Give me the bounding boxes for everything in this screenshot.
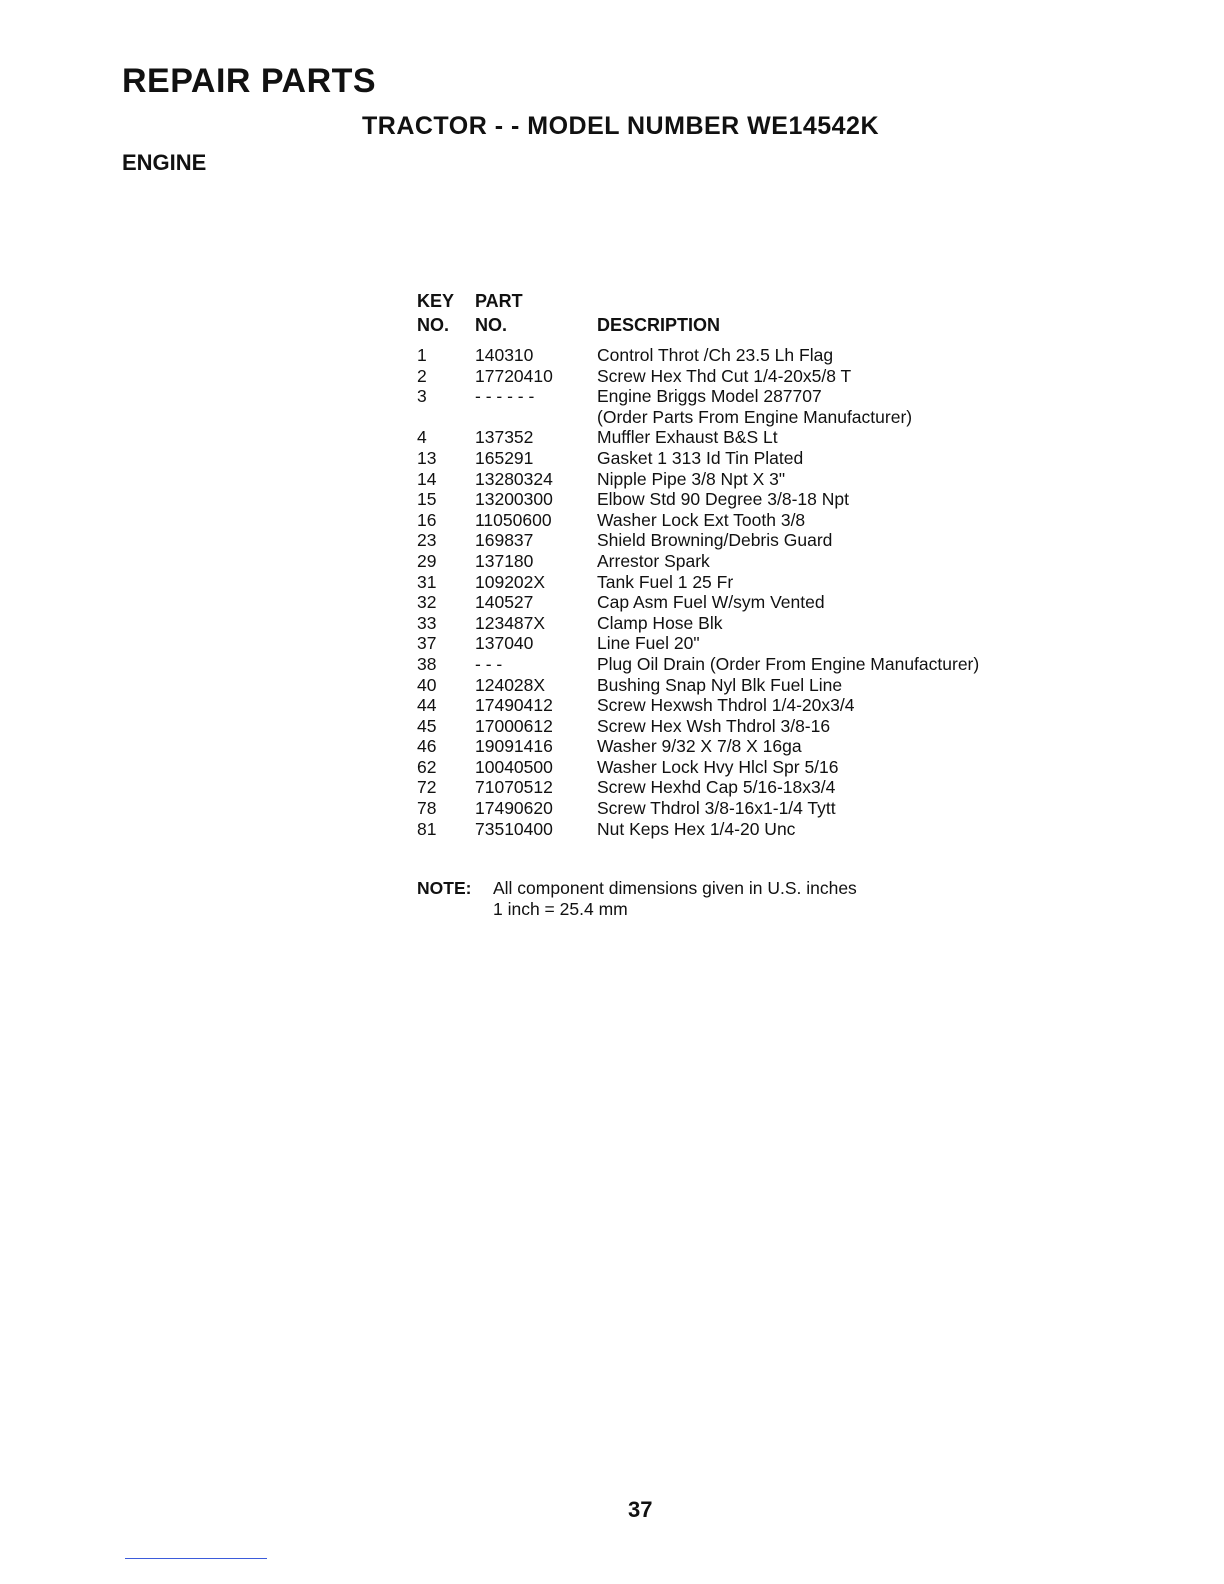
- description-cell: Clamp Hose Blk: [597, 612, 723, 633]
- part-no-cell: 11050600: [475, 509, 552, 530]
- key-no-cell: 29: [417, 550, 437, 571]
- part-no-cell: 137352: [475, 427, 534, 448]
- description-cell: Line Fuel 20": [597, 633, 700, 654]
- model-subtitle: TRACTOR - - MODEL NUMBER WE14542K: [362, 112, 880, 140]
- key-no-header: [417, 289, 454, 337]
- key-no-cell: 1: [417, 345, 427, 365]
- key-no-cell: 38: [417, 653, 437, 674]
- parts-table: [417, 345, 979, 839]
- key-no-cell: 37: [417, 633, 437, 654]
- part-no-cell: 73510400: [475, 818, 553, 839]
- table-row: [417, 633, 979, 654]
- table-row: [417, 592, 979, 613]
- note-label: NOTE:: [417, 878, 472, 898]
- description-cell: Nut Keps Hex 1/4-20 Unc: [597, 818, 796, 839]
- key-no-cell: 81: [417, 818, 437, 839]
- page-number: 37: [628, 1497, 653, 1522]
- table-row: [417, 736, 979, 757]
- note-line-2: 1 inch = 25.4 mm: [493, 899, 628, 919]
- table-row: [417, 675, 979, 696]
- table-row: [417, 613, 979, 634]
- table-row: [417, 551, 979, 572]
- table-row: [417, 427, 979, 448]
- description-cell: Gasket 1 313 Id Tin Plated: [597, 447, 804, 468]
- key-no-cell: 13: [417, 447, 437, 468]
- key-no-cell: 14: [417, 468, 437, 489]
- description-cell: Arrestor Spark: [597, 550, 710, 571]
- part-no-cell: 13200300: [475, 489, 553, 510]
- description-cell: Screw Hex Wsh Thdrol 3/8-16: [597, 715, 831, 736]
- key-no-cell: 33: [417, 612, 437, 633]
- description-cell: Elbow Std 90 Degree 3/8-18 Npt: [597, 489, 849, 510]
- parts-table-body: [417, 345, 979, 839]
- table-row: [417, 448, 979, 469]
- note-line-1: All component dimensions given in U.S. inches: [493, 878, 857, 898]
- key-no-cell: 32: [417, 592, 437, 613]
- part-no-cell: 71070512: [475, 777, 553, 798]
- part-no-cell: 17490620: [475, 798, 553, 819]
- part-no-cell: 109202X: [475, 571, 546, 592]
- key-no-cell: 45: [417, 715, 437, 736]
- key-no-cell: 16: [417, 509, 437, 530]
- table-row: [417, 757, 979, 778]
- table-row: [417, 654, 979, 675]
- key-no-cell: 46: [417, 736, 437, 757]
- key-no-cell: 44: [417, 695, 437, 716]
- table-row: [417, 819, 979, 840]
- key-no-cell: 40: [417, 674, 437, 695]
- table-row: [417, 716, 979, 737]
- note-text: [493, 878, 857, 920]
- table-row: [417, 386, 979, 407]
- table-row: [417, 530, 979, 551]
- table-row: [417, 777, 979, 798]
- page-title: REPAIR PARTS: [122, 62, 377, 100]
- description-cell: Washer Lock Ext Tooth 3/8: [597, 509, 806, 530]
- table-row: [417, 572, 979, 593]
- section-heading: ENGINE: [122, 150, 207, 175]
- key-no-cell: [417, 407, 475, 428]
- description-cell: Screw Thdrol 3/8-16x1-1/4 Tytt: [597, 798, 836, 819]
- part-no-header: [475, 289, 523, 337]
- part-no-cell: 140310: [475, 345, 534, 365]
- description-cell: Cap Asm Fuel W/sym Vented: [597, 592, 825, 613]
- description-cell: Control Throt /Ch 23.5 Lh Flag: [597, 345, 834, 365]
- table-row: [417, 798, 979, 819]
- key-no-cell: 3: [417, 386, 427, 407]
- key-no-cell: 15: [417, 489, 437, 510]
- key-no-cell: 23: [417, 530, 437, 551]
- key-no-cell: 2: [417, 365, 427, 386]
- part-no-cell: 17490412: [475, 695, 553, 716]
- description-cell: Engine Briggs Model 287707: [597, 386, 822, 407]
- key-no-cell: 72: [417, 777, 437, 798]
- table-row: [417, 366, 979, 387]
- description-cell: Bushing Snap Nyl Blk Fuel Line: [597, 674, 843, 695]
- part-header-line1: PART: [475, 291, 523, 311]
- description-cell: Muffler Exhaust B&S Lt: [597, 427, 778, 448]
- description-cell: Tank Fuel 1 25 Fr: [597, 571, 734, 592]
- description-cell: Screw Hexwsh Thdrol 1/4-20x3/4: [597, 695, 855, 716]
- part-no-cell: 165291: [475, 447, 534, 468]
- footer-rule: [125, 1558, 267, 1559]
- part-no-cell: 124028X: [475, 674, 546, 695]
- description-header: DESCRIPTION: [597, 315, 721, 335]
- part-no-cell: 169837: [475, 530, 534, 551]
- description-cell: Washer 9/32 X 7/8 X 16ga: [597, 736, 802, 757]
- part-no-cell: 123487X: [475, 612, 546, 633]
- description-cell: (Order Parts From Engine Manufacturer): [597, 406, 913, 427]
- table-row: [417, 469, 979, 490]
- key-no-cell: 4: [417, 427, 427, 448]
- part-no-cell: 140527: [475, 592, 534, 613]
- part-no-cell: 19091416: [475, 736, 553, 757]
- table-row: [417, 345, 979, 366]
- part-header-line2: NO.: [475, 315, 508, 335]
- table-row: [417, 407, 979, 428]
- part-no-cell: 137180: [475, 550, 534, 571]
- description-cell: Nipple Pipe 3/8 Npt X 3": [597, 468, 786, 489]
- part-no-cell: 17720410: [475, 365, 553, 386]
- key-header-line2: NO.: [417, 315, 450, 335]
- part-no-cell: - - - - - -: [475, 386, 535, 407]
- part-no-cell: 10040500: [475, 756, 553, 777]
- description-cell: Washer Lock Hvy Hlcl Spr 5/16: [597, 756, 839, 777]
- key-header-line1: KEY: [417, 291, 455, 311]
- part-no-cell: [475, 407, 597, 428]
- part-no-cell: - - -: [475, 653, 503, 674]
- part-no-cell: 137040: [475, 633, 534, 654]
- key-no-cell: 31: [417, 571, 437, 592]
- description-cell: Shield Browning/Debris Guard: [597, 530, 833, 551]
- table-row: [417, 510, 979, 531]
- key-no-cell: 78: [417, 798, 437, 819]
- description-cell: Plug Oil Drain (Order From Engine Manufacturer): [597, 653, 980, 674]
- part-no-cell: 13280324: [475, 468, 553, 489]
- part-no-cell: 17000612: [475, 715, 553, 736]
- table-row: [417, 489, 979, 510]
- description-cell: Screw Hex Thd Cut 1/4-20x5/8 T: [597, 365, 852, 386]
- table-row: [417, 695, 979, 716]
- key-no-cell: 62: [417, 756, 437, 777]
- description-cell: Screw Hexhd Cap 5/16-18x3/4: [597, 777, 836, 798]
